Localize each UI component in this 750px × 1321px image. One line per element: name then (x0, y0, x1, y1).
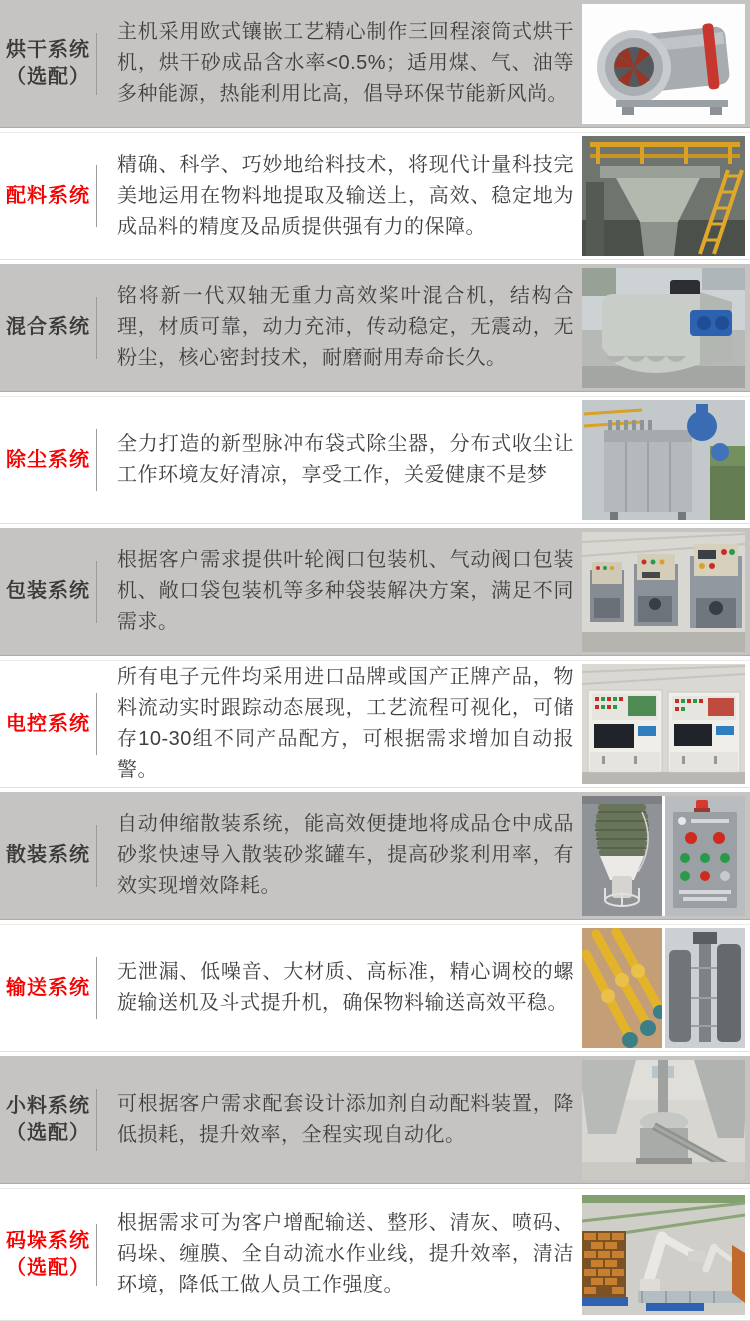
system-description: 根据客户需求提供叶轮阀口包装机、气动阀口包装机、敞口袋包装机等多种袋装解决方案，满足不同需求。 (117, 549, 574, 633)
system-title-text: 电控系统 (6, 712, 90, 735)
system-title-conveying (0, 975, 96, 1002)
packing-machines-illustration (582, 532, 745, 652)
palletizing-robot-illustration (582, 1195, 745, 1315)
system-description-cell (97, 281, 582, 374)
system-row-dust-removal (0, 396, 750, 524)
system-title-batching (0, 183, 96, 210)
batching-plant-illustration (582, 136, 745, 256)
system-row-additive (0, 1056, 750, 1184)
system-title-text: 码垛系统 (6, 1229, 90, 1252)
system-description-cell (97, 545, 582, 638)
system-title-palletizing (0, 1228, 96, 1282)
system-title-dust-removal (0, 447, 96, 474)
bulk-control-panel-illustration (665, 796, 745, 916)
control-console-photo (582, 664, 745, 784)
system-title-text: 输送系统 (6, 976, 90, 999)
system-title-text: 小料系统 (6, 1094, 90, 1117)
system-description: 全力打造的新型脉冲布袋式除尘器，分布式收尘让工作环境友好清凉，享受工作，关爱健康不是梦 (117, 433, 574, 486)
system-title-bulk-loading (0, 842, 96, 869)
bulk-loading-photos (582, 796, 745, 916)
system-description: 可根据客户需求配套设计添加剂自动配料装置，降低损耗，提升效率，全程实现自动化。 (117, 1092, 574, 1146)
system-title-electric-control (0, 711, 96, 738)
system-description-cell (97, 1208, 582, 1301)
system-title-mixing (0, 314, 96, 341)
palletizing-robot-photo (582, 1195, 745, 1315)
system-description-cell (97, 1089, 582, 1151)
system-description-cell (97, 429, 582, 491)
system-description: 自动伸缩散装系统，能高效便捷地将成品仓中成品砂浆快速导入散装砂浆罐车，提高砂浆利用率，有效实现增效降耗。 (117, 813, 574, 897)
system-title-text: 除尘系统 (6, 448, 90, 471)
system-title-subtitle: （选配） (6, 1121, 90, 1144)
packing-machines-photo (582, 532, 745, 652)
system-row-electric-control (0, 660, 750, 788)
twin-shaft-mixer-photo (582, 268, 745, 388)
system-row-conveying (0, 924, 750, 1052)
system-row-palletizing (0, 1188, 750, 1321)
additive-dosing-photo (582, 1060, 745, 1180)
dust-collector-illustration (582, 400, 745, 520)
dust-collector-photo (582, 400, 745, 520)
system-row-batching (0, 132, 750, 260)
system-description-cell (97, 957, 582, 1019)
system-title-text: 包装系统 (6, 580, 90, 602)
system-title-additive (0, 1093, 96, 1147)
rotary-dryer-photo (582, 4, 745, 124)
system-row-drying (0, 0, 750, 128)
system-row-bulk-loading (0, 792, 750, 920)
system-title-drying (0, 37, 96, 91)
system-description: 精确、科学、巧妙地给料技术，将现代计量科技完美地运用在物料地提取及输送上，高效、稳定地为成品料的精度及品质提供强有力的保障。 (117, 153, 574, 238)
system-description-cell (97, 17, 582, 110)
system-title-text: 混合系统 (6, 316, 90, 338)
system-title-text: 散装系统 (6, 844, 90, 866)
system-description: 所有电子元件均采用进口品牌或国产正牌产品，物料流动实时跟踪动态展现，工艺流程可视化，可储存10-30组不同产品配方，可根据需求增加自动报警。 (117, 666, 574, 781)
screw-conveyor-illustration (582, 928, 662, 1048)
system-title-subtitle: （选配） (6, 1256, 90, 1279)
batching-plant-photo (582, 136, 745, 256)
telescopic-chute-illustration (582, 796, 662, 916)
system-description: 铭将新一代双轴无重力高效桨叶混合机，结构合理，材质可靠，动力充沛，传动稳定，无震动，无粉尘，核心密封技术，耐磨耐用寿命长久。 (117, 285, 574, 369)
system-row-mixing (0, 264, 750, 392)
system-description-cell (97, 662, 582, 786)
system-description: 无泄漏、低噪音、大材质、高标准，精心调校的螺旋输送机及斗式提升机，确保物料输送高效平稳。 (117, 961, 574, 1014)
conveying-photos (582, 928, 745, 1048)
additive-dosing-illustration (582, 1060, 745, 1180)
system-title-text: 配料系统 (6, 184, 90, 207)
rotary-dryer-illustration (582, 4, 745, 124)
system-title-subtitle: （选配） (6, 65, 90, 88)
twin-shaft-mixer-illustration (582, 268, 745, 388)
system-row-packing (0, 528, 750, 656)
system-description-cell (97, 809, 582, 902)
bucket-elevator-silos-illustration (665, 928, 745, 1048)
system-title-text: 烘干系统 (6, 38, 90, 61)
system-title-packing (0, 578, 96, 605)
system-description-cell (97, 150, 582, 243)
system-description: 主机采用欧式镶嵌工艺精心制作三回程滚筒式烘干机，烘干砂成品含水率<0.5%；适用煤、气、油等多种能源，热能利用比高，倡导环保节能新风尚。 (117, 21, 574, 105)
system-description: 根据需求可为客户增配输送、整形、清灰、喷码、码垛、缠膜、全自动流水作业线，提升效率，清洁环境，降低工做人员工作强度。 (117, 1212, 574, 1296)
control-console-illustration (582, 664, 745, 784)
